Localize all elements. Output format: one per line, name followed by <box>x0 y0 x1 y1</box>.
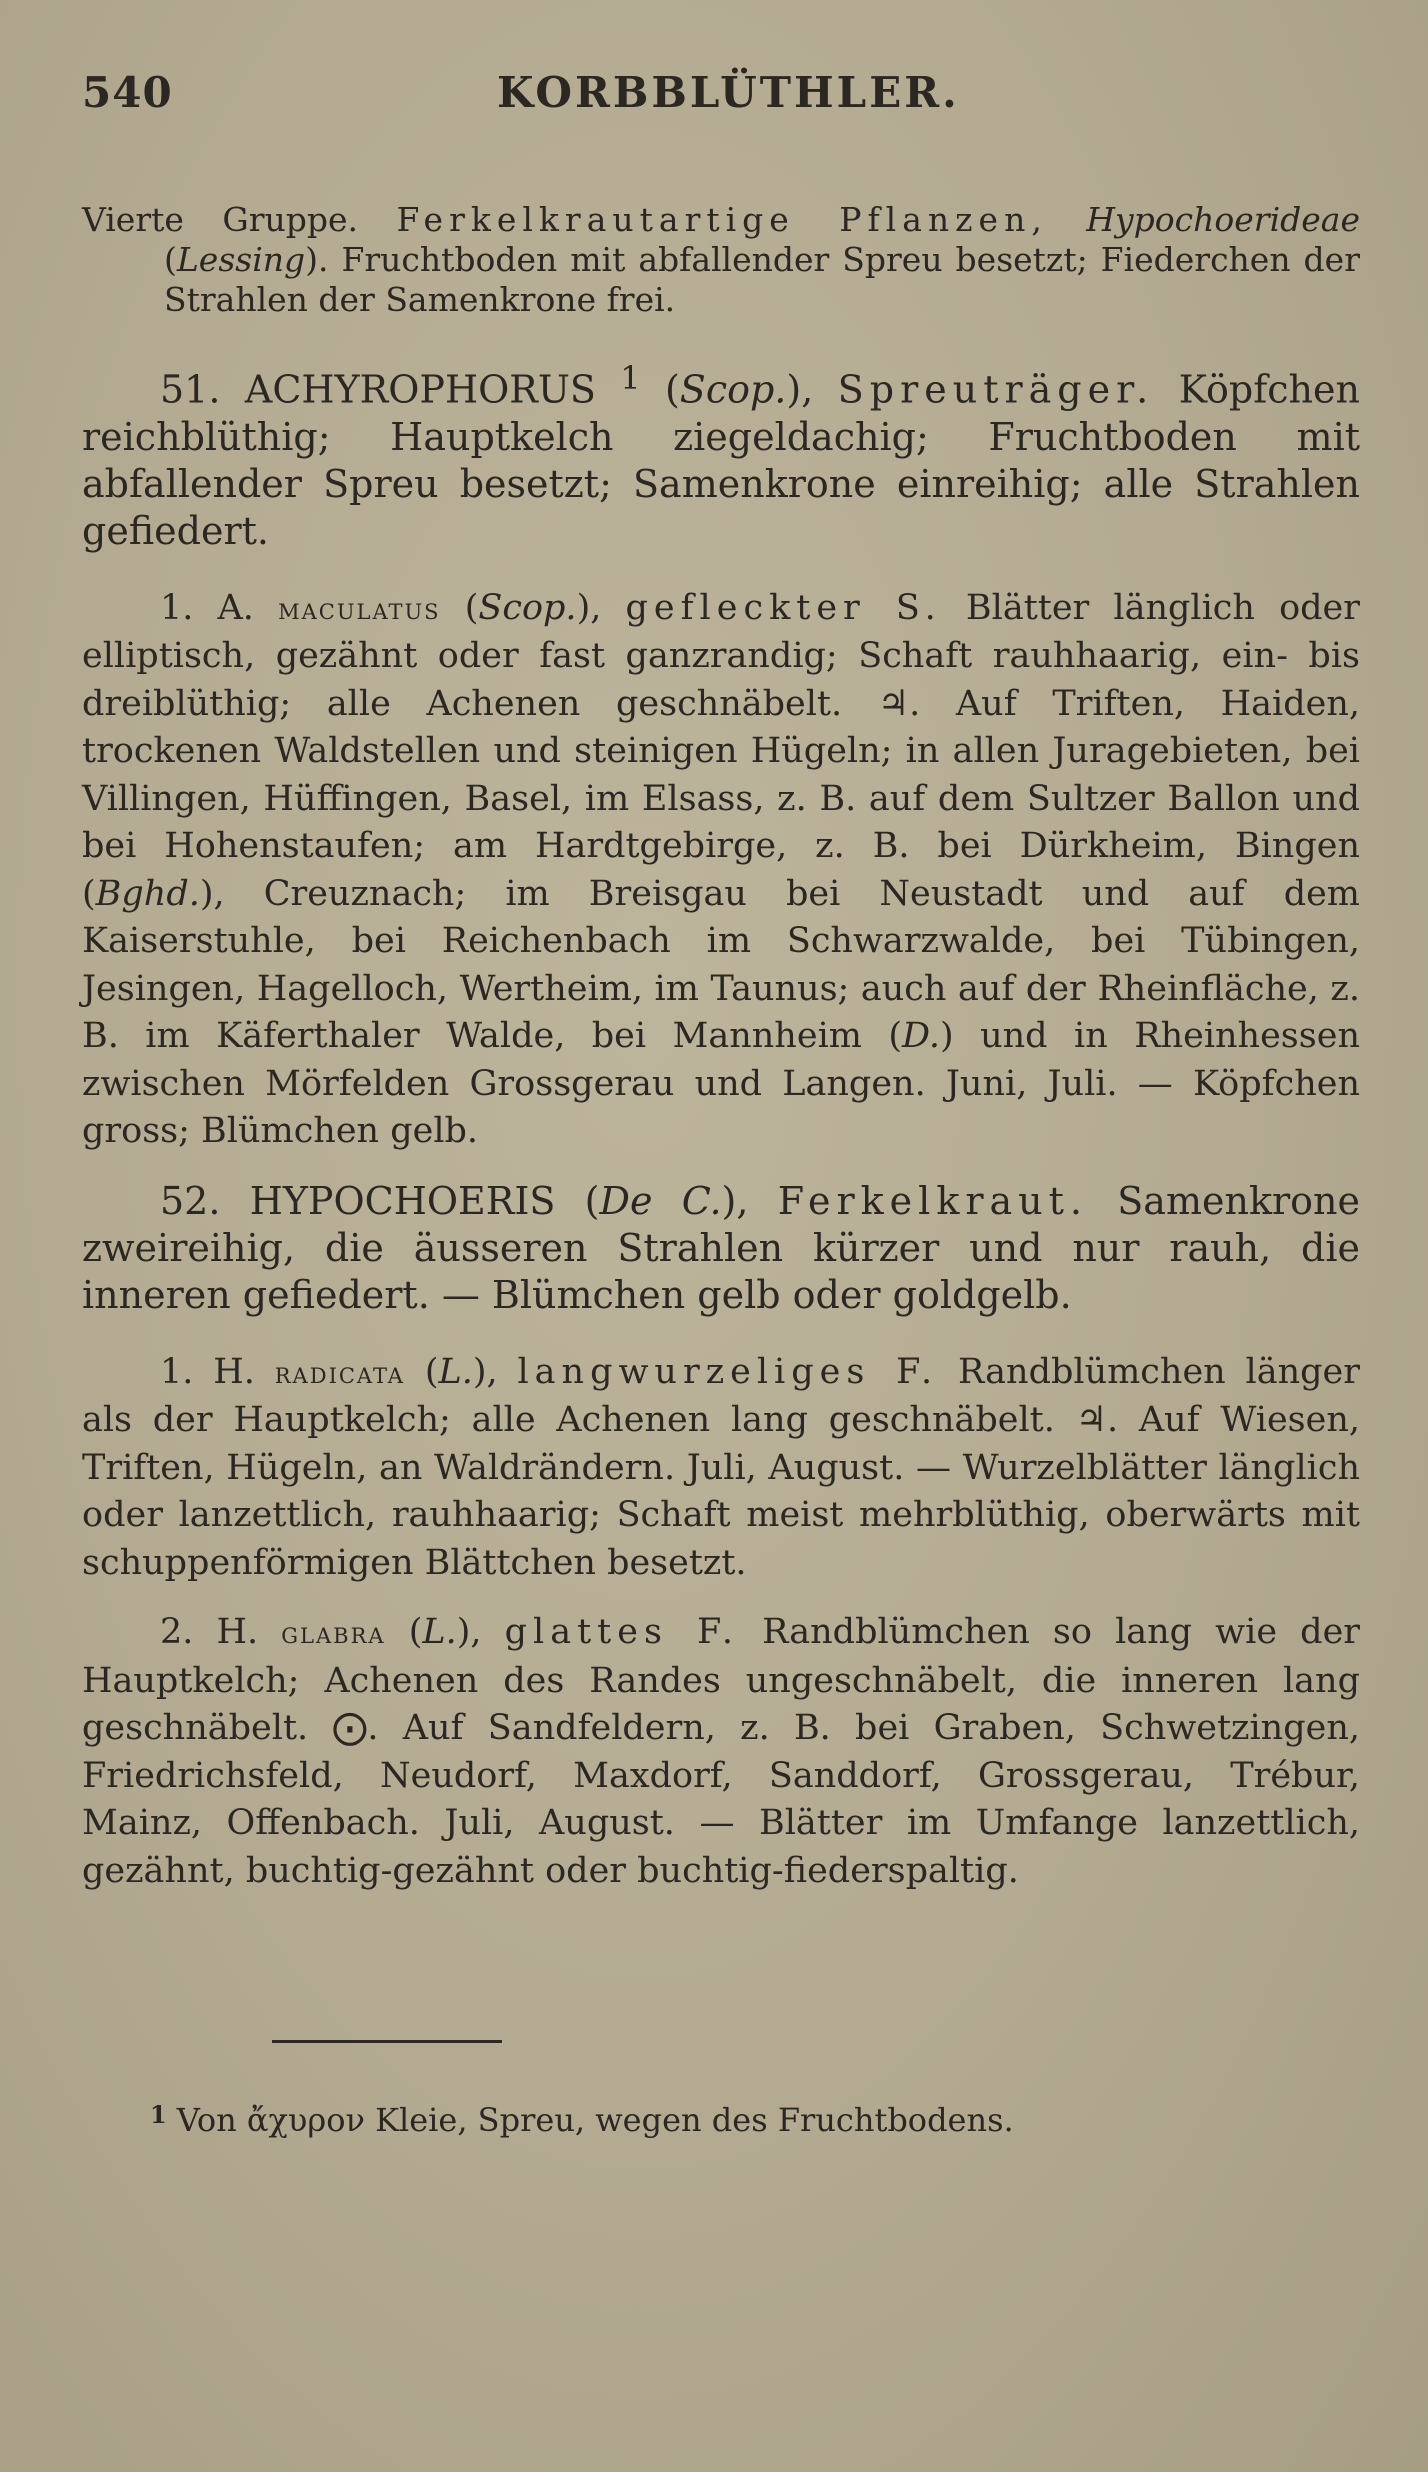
page-number: 540 <box>82 68 173 117</box>
group-name: Ferkelkrautartige Pflanzen, <box>396 200 1048 239</box>
species-text: ), Creuznach; im Breisgau bei Neustadt und auf dem Kaiserstuhle, bei Reichenbach im Schwarzwalde, bei Tübingen, Jesingen, Hagelloch, Wertheim, im Taunus; auch auf der Rheinfläche, z. B. im Käferthaler Walde, bei Mannheim ( <box>82 873 1360 1057</box>
group-label: Vierte Gruppe. <box>82 200 358 239</box>
genus-common-name: Spreuträger. <box>837 367 1155 412</box>
species-entry-glabra: 2. H. glabra (L.), glattes F. Randblümchen so lang wie der Hauptkelch; Achenen des Randes ungeschnäbelt, die inneren lang geschnäbelt. ⨀. Auf Sandfeldern, z. B. bei Graben, Schwetzingen, Friedrichsfeld, Neudorf, Maxdorf, Sanddorf, Grossgerau, Trébur, Mainz, Offenbach. Juli, August. — Blätter im Umfange lanzettlich, gezähnt, buchtig-gezähnt oder buchtig-fiederspaltig. <box>82 1612 1361 1891</box>
genus-description: Köpfchen reichblüthig; Hauptkelch ziegeldachig; Fruchtboden mit abfallender Spreu besetzt; Samenkrone einreihig; alle Strahlen gefiedert. <box>82 367 1360 553</box>
genus-number: 52. <box>160 1178 221 1223</box>
species-number: 2. H. <box>160 1612 259 1653</box>
species-common-name: langwurzeliges F. <box>517 1351 939 1392</box>
genus-description: Samenkrone zweireihig, die äusseren Strahlen kürzer und nur rauh, die inneren gefiedert. — Blümchen gelb oder goldgelb. <box>82 1178 1360 1317</box>
species-number: 1. H. <box>160 1351 255 1392</box>
group-description: . Fruchtboden mit abfallender Spreu besetzt; Fiederchen der Strahlen der Samenkrone frei. <box>164 240 1360 319</box>
genus-entry-52: 52. HYPOCHOERIS (De C.), Ferkelkraut. Samenkrone zweireihig, die äusseren Strahlen kürzer und nur rauh, die inneren gefiedert. — Blümchen gelb oder goldgelb. <box>82 1178 1360 1317</box>
genus-author: Scop. <box>679 367 787 412</box>
species-entry-radicata: 1. H. radicata (L.), langwurzeliges F. Randblümchen länger als der Hauptkelch; alle Achenen lang geschnäbelt. ♃. Auf Wiesen, Triften, Hügeln, an Waldrändern. Juli, August. — Wurzelblätter länglich oder lanzettlich, rauhhaarig; Schaft meist mehrblüthig, oberwärts mit schuppenförmigen Blättchen besetzt. <box>82 1351 1360 1583</box>
genus-name: HYPOCHOERIS <box>249 1178 556 1223</box>
genus-author: De C. <box>599 1178 722 1223</box>
genus-number: 51. <box>160 367 221 412</box>
species-text: Randblümchen länger als der Hauptkelch; alle Achenen lang geschnäbelt. ♃. Auf Wiesen, Triften, Hügeln, an Waldrändern. Juli, August. — Wurzelblätter länglich oder lanzettlich, rauhhaarig; Schaft meist mehrblüthig, oberwärts mit schuppenförmigen Blättchen besetzt. <box>82 1351 1360 1583</box>
genus-name: ACHYROPHORUS <box>244 367 596 412</box>
species-author: Scop. <box>478 587 577 628</box>
species-name: radicata <box>274 1355 405 1391</box>
genus-common-name: Ferkelkraut. <box>777 1178 1088 1223</box>
running-head <box>82 68 1348 128</box>
species-author: L. <box>438 1351 473 1392</box>
species-entry-maculatus: 1. A. maculatus (Scop.), gefleckter S. Blätter länglich oder elliptisch, gezähnt oder fast ganzrandig; Schaft rauhhaarig, ein- bis dreiblüthig; alle Achenen geschnäbelt. ♃. Auf Triften, Haiden, trockenen Waldstellen und steinigen Hügeln; in allen Juragebieten, bei Villingen, Hüffingen, Basel, im Elsass, z. B. auf dem Sultzer Ballon und bei Hohenstaufen; am Hardtgebirge, z. B. bei Dürkheim, Bingen (Bghd.), Creuznach; im Breisgau bei Neustadt und auf dem Kaiserstuhle, bei Reichenbach im Schwarzwalde, bei Tübingen, Jesingen, Hagelloch, Wertheim, im Taunus; auch auf der Rheinfläche, z. B. im Käferthaler Walde, bei Mannheim (D.) und in Rheinhessen zwischen Mörfelden Grossgerau und Langen. Juni, Juli. — Köpfchen gross; Blümchen gelb. <box>82 587 1361 1152</box>
genus-entry-51: 51. ACHYROPHORUS $^1$ (Scop.), Spreuträger. Köpfchen reichblüthig; Hauptkelch ziegeldachig; Fruchtboden mit abfallender Spreu besetzt; Samenkrone einreihig; alle Strahlen gefiedert. <box>82 361 1360 553</box>
group-heading: Vierte Gruppe. Ferkelkrautartige Pflanzen, Hypochoerideae (Lessing). Fruchtboden mit abfallender Spreu besetzt; Fiederchen der Strahlen der Samenkrone frei. <box>82 200 1360 319</box>
running-title: KORBBLÜTHLER. <box>497 68 960 117</box>
group-author: Lessing <box>176 240 306 279</box>
footnote-mark: 1 <box>150 2100 167 2129</box>
species-author: L. <box>422 1612 457 1653</box>
footnote <box>150 2093 1014 2142</box>
species-text: ) und in Rheinhessen zwischen Mörfelden Grossgerau und Langen. Juni, Juli. — Köpfchen gross; Blümchen gelb. <box>82 1016 1360 1152</box>
group-latin: Hypochoerideae <box>1086 200 1360 239</box>
species-name: glabra <box>281 1616 386 1652</box>
footnote-reference: 1 <box>620 361 641 397</box>
species-text: Randblümchen so lang wie der Hauptkelch; Achenen des Randes ungeschnäbelt, die inneren lang geschnäbelt. ⨀. Auf Sandfeldern, z. B. bei Graben, Schwetzingen, Friedrichsfeld, Neudorf, Maxdorf, Sanddorf, Grossgerau, Trébur, Mainz, Offenbach. Juli, August. — Blätter im Umfange lanzettlich, gezähnt, buchtig-gezähnt oder buchtig-fiederspaltig. <box>82 1612 1361 1891</box>
footnote-divider <box>272 2040 502 2043</box>
species-reference: Bghd. <box>95 873 200 914</box>
species-name: maculatus <box>278 591 441 627</box>
footnote-text: Von ἄχυρον Kleie, Spreu, wegen des Fruchtbodens. <box>176 2101 1014 2139</box>
species-common-name: glattes F. <box>504 1612 739 1653</box>
page-body <box>82 200 1360 1917</box>
species-common-name: gefleckter S. <box>625 587 942 628</box>
species-number: 1. A. <box>160 587 254 628</box>
species-text: Blätter länglich oder elliptisch, gezähnt oder fast ganzrandig; Schaft rauhhaarig, ein- bis dreiblüthig; alle Achenen geschnäbelt. ♃. Auf Triften, Haiden, trockenen Waldstellen und steinigen Hügeln; in allen Juragebieten, bei Villingen, Hüffingen, Basel, im Elsass, z. B. auf dem Sultzer Ballon und bei Hohenstaufen; am Hardtgebirge, z. B. bei Dürkheim, Bingen ( <box>82 587 1361 914</box>
species-reference: D. <box>902 1016 940 1057</box>
